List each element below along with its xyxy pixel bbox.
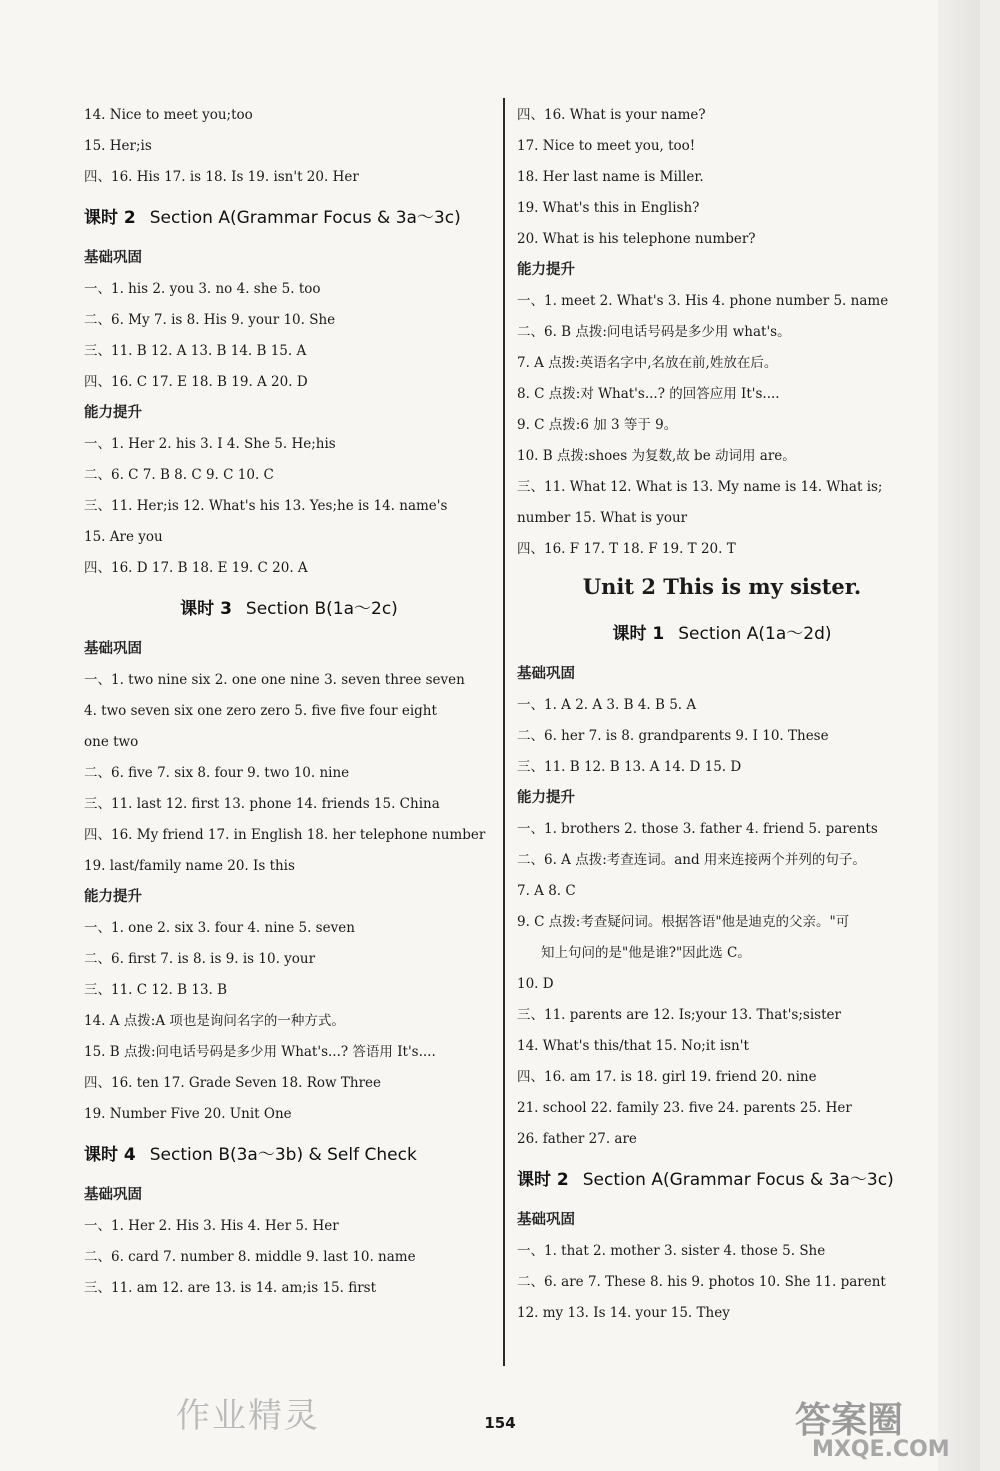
answer-line: 19. What's this in English?: [517, 200, 700, 216]
answer-line: 21. school 22. family 23. five 24. parents 25. Her: [517, 1100, 852, 1116]
subsection-heading: 能力提升: [517, 790, 575, 806]
answer-line: 4. two seven six one zero zero 5. five five four eight: [84, 703, 437, 719]
column-divider: [503, 98, 505, 1366]
lesson-heading: [84, 1130, 494, 1180]
answer-line: 三、11. What 12. What is 13. My name is 14. What is;: [517, 479, 883, 495]
lesson-heading: [84, 584, 494, 634]
answer-line: 二、6. B 点拨:问电话号码是多少用 what's。: [517, 324, 791, 340]
lesson-heading: [84, 193, 494, 243]
answer-line: 9. C 点拨:6 加 3 等于 9。: [517, 417, 678, 433]
answer-line: 10. D: [517, 976, 554, 992]
right-column: [517, 100, 927, 1329]
page-edge-strip: [980, 0, 1000, 1471]
lesson-title: Section B(3a～3b) & Self Check: [149, 1145, 417, 1165]
lesson-title: Section B(1a～2c): [245, 599, 398, 619]
subsection-heading: 基础巩固: [84, 250, 142, 266]
answer-line: 一、1. Her 2. His 3. His 4. Her 5. Her: [84, 1218, 339, 1234]
answer-line: 四、16. ten 17. Grade Seven 18. Row Three: [84, 1075, 381, 1091]
watermark-logo: 答案圈: [795, 1400, 904, 1441]
answer-line: 15. Her;is: [84, 138, 152, 154]
answer-line: 7. A 点拨:英语名字中,名放在前,姓放在后。: [517, 355, 778, 371]
answer-line: 一、1. meet 2. What's 3. His 4. phone number 5. name: [517, 293, 889, 309]
answer-line: 二、6. first 7. is 8. is 9. is 10. your: [84, 951, 316, 967]
answer-line: 二、6. My 7. is 8. His 9. your 10. She: [84, 312, 336, 328]
answer-line: 15. B 点拨:问电话号码是多少用 What's...? 答语用 It's....: [84, 1044, 436, 1060]
answer-line: 14. Nice to meet you;too: [84, 107, 253, 123]
lesson-label: 课时 2: [517, 1170, 569, 1190]
watermark-stamp: 作业精灵: [176, 1396, 320, 1436]
answer-line: 26. father 27. are: [517, 1131, 637, 1147]
answer-line: 四、16. What is your name?: [517, 107, 706, 123]
lesson-title: Section A(Grammar Focus & 3a～3c): [582, 1170, 894, 1190]
answer-line: 三、11. parents are 12. Is;your 13. That's;sister: [517, 1007, 841, 1023]
answer-line: 四、16. My friend 17. in English 18. her telephone number: [84, 827, 486, 843]
answer-line: 一、1. A 2. A 3. B 4. B 5. A: [517, 697, 697, 713]
answer-line: 9. C 点拨:考查疑问词。根据答语"他是迪克的父亲。"可: [517, 914, 850, 930]
answer-line: 8. C 点拨:对 What's...? 的回答应用 It's....: [517, 386, 780, 402]
answer-line: 二、6. her 7. is 8. grandparents 9. I 10. These: [517, 728, 829, 744]
answer-line: 二、6. are 7. These 8. his 9. photos 10. She 11. parent: [517, 1274, 886, 1290]
answer-line: 一、1. one 2. six 3. four 4. nine 5. seven: [84, 920, 355, 936]
watermark-site: MXQE.COM: [812, 1437, 950, 1462]
lesson-title: Section A(Grammar Focus & 3a～3c): [149, 208, 461, 228]
lesson-label: 课时 2: [84, 208, 136, 228]
answer-line: 19. Number Five 20. Unit One: [84, 1106, 292, 1122]
answer-line: 四、16. D 17. B 18. E 19. C 20. A: [84, 560, 308, 576]
answer-line: 一、1. brothers 2. those 3. father 4. friend 5. parents: [517, 821, 878, 837]
answer-line: one two: [84, 734, 139, 750]
left-column: [84, 100, 494, 1304]
subsection-heading: 基础巩固: [517, 1212, 575, 1228]
answer-line: 二、6. C 7. B 8. C 9. C 10. C: [84, 467, 274, 483]
lesson-heading: [517, 1155, 927, 1205]
answer-line: 三、11. B 12. B 13. A 14. D 15. D: [517, 759, 742, 775]
subsection-heading: 基础巩固: [84, 1187, 142, 1203]
subsection-heading: 基础巩固: [517, 666, 575, 682]
unit-title: Unit 2 This is my sister.: [582, 574, 862, 599]
lesson-label: 课时 1: [612, 624, 665, 644]
answer-line: 四、16. C 17. E 18. B 19. A 20. D: [84, 374, 308, 390]
answer-line: 20. What is his telephone number?: [517, 231, 756, 247]
answer-line: 四、16. His 17. is 18. Is 19. isn't 20. Her: [84, 169, 359, 185]
answer-line: 一、1. his 2. you 3. no 4. she 5. too: [84, 281, 321, 297]
subsection-heading: 能力提升: [517, 262, 575, 278]
answer-line: 三、11. C 12. B 13. B: [84, 982, 228, 998]
answer-line: 14. A 点拨:A 项也是询问名字的一种方式。: [84, 1013, 345, 1029]
subsection-heading: 能力提升: [84, 405, 142, 421]
answer-line: 四、16. am 17. is 18. girl 19. friend 20. nine: [517, 1069, 817, 1085]
answer-line: 14. What's this/that 15. No;it isn't: [517, 1038, 749, 1054]
answer-line: 四、16. F 17. T 18. F 19. T 20. T: [517, 541, 736, 557]
subsection-heading: 基础巩固: [84, 641, 142, 657]
subsection-heading: 能力提升: [84, 889, 142, 905]
answer-line: 19. last/family name 20. Is this: [84, 858, 295, 874]
answer-line: 15. Are you: [84, 529, 163, 545]
answer-line: 10. B 点拨:shoes 为复数,故 be 动词用 are。: [517, 448, 796, 464]
answer-line: number 15. What is your: [517, 510, 688, 526]
answer-line: 知上句问的是"他是谁?"因此选 C。: [541, 945, 751, 961]
answer-line: 一、1. two nine six 2. one one nine 3. seven three seven: [84, 672, 465, 688]
answer-line: 三、11. last 12. first 13. phone 14. friends 15. China: [84, 796, 440, 812]
answer-line: 一、1. that 2. mother 3. sister 4. those 5. She: [517, 1243, 826, 1259]
answer-line: 18. Her last name is Miller.: [517, 169, 704, 185]
lesson-label: 课时 3: [180, 599, 232, 619]
page-number: 154: [484, 1414, 516, 1432]
answer-line: 三、11. am 12. are 13. is 14. am;is 15. first: [84, 1280, 377, 1296]
answer-line: 17. Nice to meet you, too!: [517, 138, 696, 154]
answer-line: 12. my 13. Is 14. your 15. They: [517, 1305, 730, 1321]
answer-line: 二、6. card 7. number 8. middle 9. last 10. name: [84, 1249, 416, 1265]
answer-line: 二、6. A 点拨:考查连词。and 用来连接两个并列的句子。: [517, 852, 866, 868]
answer-line: 二、6. five 7. six 8. four 9. two 10. nine: [84, 765, 350, 781]
lesson-label: 课时 4: [84, 1145, 136, 1165]
lesson-title: Section A(1a～2d): [678, 624, 832, 644]
answer-line: 三、11. B 12. A 13. B 14. B 15. A: [84, 343, 307, 359]
answer-line: 三、11. Her;is 12. What's his 13. Yes;he is 14. name's: [84, 498, 448, 514]
answer-line: 一、1. Her 2. his 3. I 4. She 5. He;his: [84, 436, 336, 452]
answer-line: 7. A 8. C: [517, 883, 576, 899]
lesson-heading: [517, 609, 927, 659]
